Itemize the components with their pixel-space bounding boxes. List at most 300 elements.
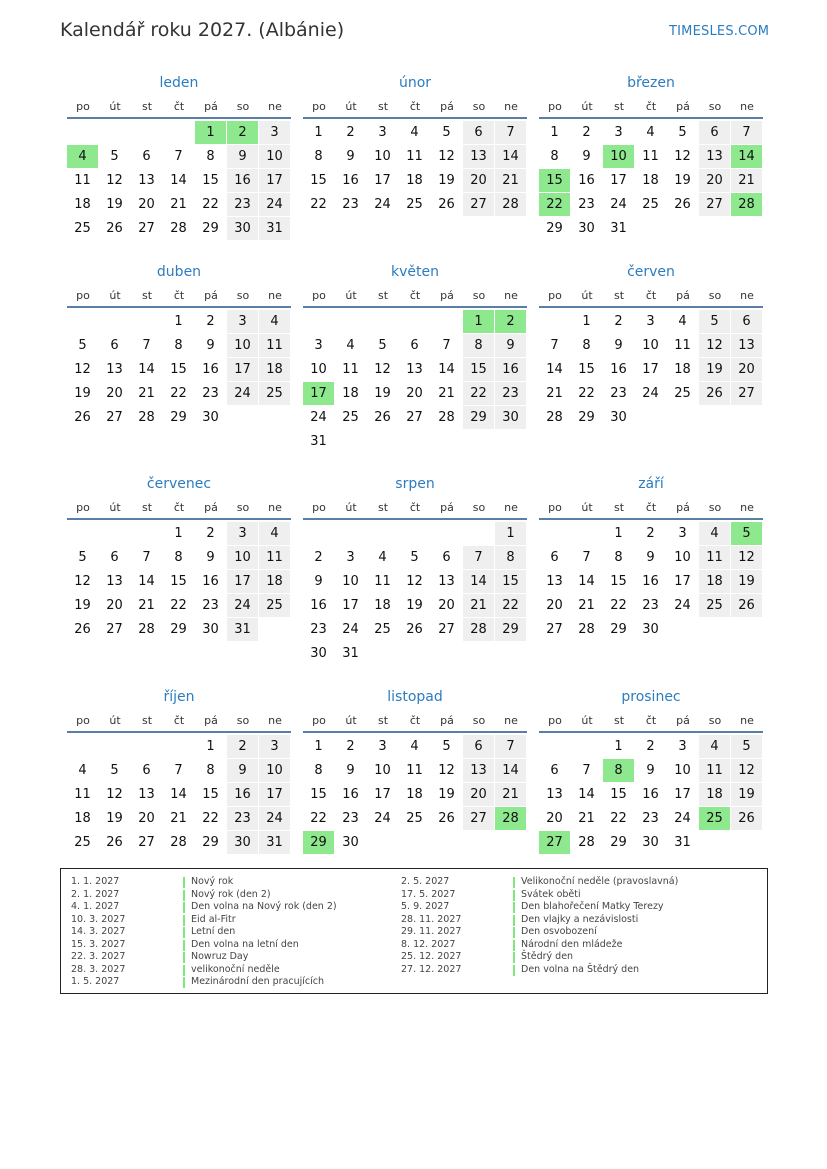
day-cell: 5 (78, 550, 87, 565)
legend-holiday-name: Den volna na Štědrý den (521, 963, 640, 975)
day-cell: 29 (610, 622, 627, 637)
day-cell: 24 (642, 386, 659, 401)
day-cell: 23 (202, 598, 219, 613)
legend-date: 2. 5. 2027 (401, 876, 450, 887)
day-cell: 9 (346, 763, 355, 778)
legend-marker (183, 940, 185, 951)
holiday-day-cell: 28 (731, 193, 762, 216)
weekend-day-cell: 15 (495, 570, 526, 593)
weekend-day-cell: 6 (463, 735, 494, 758)
day-cell: 11 (674, 338, 691, 353)
weekday-label: so (472, 289, 486, 302)
weekday-label: út (109, 100, 121, 113)
day-cell: 20 (546, 811, 563, 826)
day-cell: 15 (170, 362, 187, 377)
month-0 (67, 72, 291, 241)
legend-row (61, 926, 411, 939)
day-cell: 14 (170, 173, 187, 188)
weekday-label: po (312, 100, 326, 113)
day-cell: 20 (106, 386, 123, 401)
month-name: březen (627, 75, 675, 91)
weekday-label: čt (173, 501, 185, 514)
empty-cell (399, 522, 430, 545)
legend-date: 27. 12. 2027 (401, 963, 462, 975)
day-grid (539, 522, 763, 642)
day-cell: 27 (406, 410, 423, 425)
month-name: srpen (395, 476, 435, 492)
day-cell: 3 (378, 739, 387, 754)
holiday-day-cell: 29 (303, 831, 334, 854)
day-cell: 5 (378, 338, 387, 353)
day-cell: 22 (610, 598, 627, 613)
day-cell: 21 (546, 386, 563, 401)
weekend-day-cell: 20 (463, 783, 494, 806)
weekday-label: ne (504, 100, 518, 113)
empty-cell (131, 735, 162, 758)
day-cell: 23 (578, 197, 595, 212)
weekday-label: po (312, 289, 326, 302)
empty-cell (131, 121, 162, 144)
day-cell: 6 (442, 550, 451, 565)
legend-marker (183, 952, 185, 963)
weekday-label: po (76, 289, 90, 302)
legend-row (391, 964, 741, 977)
day-cell: 16 (310, 598, 327, 613)
day-cell: 12 (674, 149, 691, 164)
day-cell: 15 (310, 173, 327, 188)
day-cell: 12 (438, 149, 455, 164)
weekend-day-cell: 7 (495, 735, 526, 758)
weekend-day-cell: 8 (463, 334, 494, 357)
weekend-day-cell: 27 (731, 382, 762, 405)
month-2 (539, 72, 763, 241)
day-grid (303, 310, 527, 454)
empty-cell (571, 735, 602, 758)
day-cell: 4 (410, 739, 419, 754)
legend-column-right (391, 876, 741, 976)
day-cell: 22 (202, 811, 219, 826)
day-cell: 22 (610, 811, 627, 826)
legend-date: 10. 3. 2027 (71, 913, 126, 925)
day-cell: 2 (206, 314, 215, 329)
weekday-label: pá (440, 100, 454, 113)
day-cell: 10 (674, 550, 691, 565)
day-cell: 19 (106, 197, 123, 212)
day-cell: 5 (110, 149, 119, 164)
legend-holiday-name: Den volna na Nový rok (den 2) (191, 901, 337, 912)
day-cell: 14 (578, 787, 595, 802)
day-cell: 5 (78, 338, 87, 353)
day-cell: 29 (610, 835, 627, 850)
legend-row (61, 914, 411, 927)
day-cell: 18 (642, 173, 659, 188)
weekend-day-cell: 7 (731, 121, 762, 144)
day-cell: 31 (674, 835, 691, 850)
weekday-label: pá (676, 714, 690, 727)
day-cell: 17 (342, 598, 359, 613)
weekend-day-cell: 20 (463, 169, 494, 192)
day-cell: 17 (674, 787, 691, 802)
weekday-header (303, 286, 527, 308)
day-cell: 31 (342, 646, 359, 661)
month-8 (539, 473, 763, 642)
weekend-day-cell: 26 (731, 594, 762, 617)
legend-marker (183, 877, 185, 888)
day-cell: 6 (550, 763, 559, 778)
day-cell: 7 (174, 763, 183, 778)
day-cell: 3 (378, 125, 387, 140)
day-cell: 2 (646, 739, 655, 754)
empty-cell (99, 735, 130, 758)
day-cell: 11 (406, 149, 423, 164)
weekend-day-cell: 17 (227, 570, 258, 593)
weekday-header (67, 97, 291, 119)
weekday-header (539, 711, 763, 733)
weekend-day-cell: 13 (463, 759, 494, 782)
day-cell: 7 (142, 550, 151, 565)
day-cell: 18 (74, 197, 91, 212)
day-cell: 24 (674, 811, 691, 826)
day-cell: 12 (74, 574, 91, 589)
day-cell: 1 (174, 526, 183, 541)
brand-link[interactable]: TIMESLES.COM (669, 24, 770, 39)
holiday-day-cell: 1 (463, 310, 494, 333)
weekend-day-cell: 28 (495, 193, 526, 216)
day-cell: 2 (646, 526, 655, 541)
empty-cell (99, 522, 130, 545)
weekend-day-cell: 30 (495, 406, 526, 429)
day-cell: 28 (170, 221, 187, 236)
empty-cell (367, 310, 398, 333)
day-cell: 4 (378, 550, 387, 565)
weekend-day-cell: 1 (495, 522, 526, 545)
weekday-label: út (109, 501, 121, 514)
weekend-day-cell: 18 (699, 783, 730, 806)
weekday-label: út (345, 501, 357, 514)
weekday-label: út (345, 289, 357, 302)
day-cell: 27 (138, 221, 155, 236)
weekday-label: so (472, 714, 486, 727)
weekday-label: čt (409, 289, 421, 302)
legend-row (391, 939, 741, 952)
weekday-label: pá (440, 501, 454, 514)
day-cell: 9 (646, 763, 655, 778)
holiday-day-cell: 28 (495, 807, 526, 830)
weekend-day-cell: 4 (699, 735, 730, 758)
weekday-label: po (312, 501, 326, 514)
legend-holiday-name: Letní den (191, 926, 236, 937)
legend-date: 4. 1. 2027 (71, 901, 120, 912)
weekday-header (539, 498, 763, 520)
legend-marker (183, 965, 185, 976)
holiday-legend (60, 868, 768, 994)
month-10 (303, 686, 527, 855)
day-cell: 21 (438, 386, 455, 401)
day-cell: 29 (170, 410, 187, 425)
day-grid (303, 121, 527, 217)
legend-row (61, 951, 411, 964)
empty-cell (431, 522, 462, 545)
day-cell: 10 (310, 362, 327, 377)
day-cell: 18 (374, 598, 391, 613)
weekend-day-cell: 20 (699, 169, 730, 192)
weekend-day-cell: 6 (699, 121, 730, 144)
day-cell: 10 (342, 574, 359, 589)
empty-cell (163, 121, 194, 144)
weekday-label: st (141, 714, 153, 727)
day-cell: 19 (374, 386, 391, 401)
day-cell: 4 (646, 125, 655, 140)
day-cell: 1 (614, 739, 623, 754)
day-cell: 23 (642, 811, 659, 826)
day-grid (67, 310, 291, 430)
weekend-day-cell: 3 (259, 735, 290, 758)
holiday-day-cell: 25 (699, 807, 730, 830)
weekend-day-cell: 10 (259, 759, 290, 782)
day-cell: 30 (342, 835, 359, 850)
weekend-day-cell: 27 (463, 807, 494, 830)
legend-marker (183, 890, 185, 901)
day-cell: 26 (374, 410, 391, 425)
day-cell: 25 (674, 386, 691, 401)
day-cell: 27 (106, 622, 123, 637)
day-cell: 1 (174, 314, 183, 329)
weekend-day-cell: 22 (495, 594, 526, 617)
day-cell: 6 (142, 763, 151, 778)
weekend-day-cell: 19 (731, 783, 762, 806)
day-cell: 3 (678, 526, 687, 541)
day-cell: 25 (406, 197, 423, 212)
weekday-label: ne (740, 714, 754, 727)
weekday-label: st (377, 501, 389, 514)
weekend-day-cell: 18 (699, 570, 730, 593)
day-cell: 15 (170, 574, 187, 589)
day-cell: 28 (438, 410, 455, 425)
day-cell: 8 (206, 149, 215, 164)
weekend-day-cell: 29 (495, 618, 526, 641)
weekend-day-cell: 13 (731, 334, 762, 357)
day-cell: 26 (106, 835, 123, 850)
day-cell: 18 (406, 173, 423, 188)
legend-marker (513, 927, 515, 938)
day-grid (539, 735, 763, 855)
day-cell: 8 (174, 550, 183, 565)
weekday-label: st (613, 501, 625, 514)
weekday-label: út (581, 100, 593, 113)
weekend-day-cell: 23 (227, 193, 258, 216)
month-9 (67, 686, 291, 855)
day-cell: 7 (442, 338, 451, 353)
weekend-day-cell: 27 (699, 193, 730, 216)
day-cell: 22 (310, 197, 327, 212)
day-cell: 3 (678, 739, 687, 754)
empty-cell (99, 121, 130, 144)
weekend-day-cell: 19 (731, 570, 762, 593)
weekday-label: pá (676, 501, 690, 514)
day-grid (67, 735, 291, 855)
day-cell: 9 (314, 574, 323, 589)
day-cell: 28 (578, 622, 595, 637)
day-cell: 22 (578, 386, 595, 401)
weekday-label: út (345, 100, 357, 113)
day-cell: 29 (546, 221, 563, 236)
day-cell: 9 (206, 338, 215, 353)
weekend-day-cell: 28 (463, 618, 494, 641)
weekend-day-cell: 13 (463, 145, 494, 168)
legend-row (61, 976, 411, 989)
day-cell: 13 (138, 787, 155, 802)
day-cell: 6 (550, 550, 559, 565)
legend-marker (513, 890, 515, 901)
day-cell: 20 (406, 386, 423, 401)
day-cell: 6 (110, 550, 119, 565)
empty-cell (99, 310, 130, 333)
legend-holiday-name: Svátek oběti (521, 888, 581, 900)
day-cell: 25 (74, 835, 91, 850)
day-cell: 11 (74, 787, 91, 802)
day-cell: 3 (646, 314, 655, 329)
weekend-day-cell: 23 (227, 807, 258, 830)
day-cell: 13 (546, 574, 563, 589)
weekday-label: st (141, 100, 153, 113)
day-grid (303, 522, 527, 666)
day-cell: 13 (138, 173, 155, 188)
day-cell: 21 (170, 811, 187, 826)
empty-cell (131, 522, 162, 545)
legend-row (61, 901, 411, 914)
weekday-label: út (581, 289, 593, 302)
day-cell: 10 (674, 763, 691, 778)
day-cell: 26 (74, 622, 91, 637)
weekday-label: ne (504, 289, 518, 302)
day-cell: 17 (374, 173, 391, 188)
weekday-label: so (708, 289, 722, 302)
day-cell: 17 (674, 574, 691, 589)
weekday-label: st (377, 289, 389, 302)
legend-column-left (61, 876, 411, 989)
day-cell: 8 (314, 763, 323, 778)
day-cell: 23 (642, 598, 659, 613)
day-cell: 7 (142, 338, 151, 353)
day-cell: 1 (206, 739, 215, 754)
day-cell: 16 (610, 362, 627, 377)
weekend-day-cell: 29 (463, 406, 494, 429)
month-4 (303, 261, 527, 454)
day-cell: 7 (550, 338, 559, 353)
weekend-day-cell: 4 (259, 522, 290, 545)
weekday-header (67, 286, 291, 308)
legend-holiday-name: Národní den mládeže (521, 938, 623, 950)
day-cell: 13 (106, 362, 123, 377)
weekend-day-cell: 12 (731, 546, 762, 569)
day-cell: 20 (138, 197, 155, 212)
month-name: duben (156, 264, 202, 280)
empty-cell (539, 310, 570, 333)
day-cell: 11 (642, 149, 659, 164)
day-cell: 6 (142, 149, 151, 164)
day-cell: 16 (642, 787, 659, 802)
weekday-label: ne (504, 714, 518, 727)
day-cell: 4 (410, 125, 419, 140)
legend-row (391, 876, 741, 889)
weekday-label: st (377, 714, 389, 727)
weekend-day-cell: 27 (463, 193, 494, 216)
legend-holiday-name: Eid al-Fitr (191, 913, 236, 925)
weekday-label: po (548, 289, 562, 302)
weekend-day-cell: 21 (495, 169, 526, 192)
weekend-day-cell: 11 (259, 546, 290, 569)
weekday-label: út (109, 289, 121, 302)
day-cell: 14 (578, 574, 595, 589)
weekend-day-cell: 31 (227, 618, 258, 641)
legend-holiday-name: Den volna na letní den (191, 938, 299, 950)
day-cell: 21 (170, 197, 187, 212)
day-cell: 12 (374, 362, 391, 377)
weekday-label: út (581, 501, 593, 514)
month-7 (303, 473, 527, 666)
day-cell: 19 (74, 598, 91, 613)
day-cell: 7 (174, 149, 183, 164)
day-cell: 23 (342, 811, 359, 826)
weekend-day-cell: 13 (699, 145, 730, 168)
day-cell: 31 (610, 221, 627, 236)
day-cell: 17 (610, 173, 627, 188)
legend-row (391, 914, 741, 927)
legend-marker (183, 927, 185, 938)
day-cell: 6 (410, 338, 419, 353)
day-cell: 31 (310, 434, 327, 449)
weekday-label: st (141, 289, 153, 302)
day-cell: 14 (546, 362, 563, 377)
day-cell: 20 (546, 598, 563, 613)
day-cell: 30 (202, 410, 219, 425)
day-cell: 9 (646, 550, 655, 565)
legend-holiday-name: Den osvobození (521, 926, 597, 937)
legend-marker (513, 902, 515, 913)
day-cell: 24 (374, 811, 391, 826)
legend-date: 5. 9. 2027 (401, 901, 450, 912)
weekday-label: út (581, 714, 593, 727)
empty-cell (399, 310, 430, 333)
weekday-label: po (548, 714, 562, 727)
weekend-day-cell: 6 (463, 121, 494, 144)
weekday-label: st (141, 501, 153, 514)
weekday-label: st (613, 714, 625, 727)
day-cell: 21 (578, 598, 595, 613)
day-cell: 2 (582, 125, 591, 140)
day-cell: 16 (202, 362, 219, 377)
day-cell: 25 (642, 197, 659, 212)
day-cell: 21 (578, 811, 595, 826)
day-cell: 3 (614, 125, 623, 140)
day-cell: 8 (174, 338, 183, 353)
day-cell: 26 (74, 410, 91, 425)
empty-cell (571, 522, 602, 545)
weekend-day-cell: 18 (259, 358, 290, 381)
day-cell: 26 (406, 622, 423, 637)
legend-marker (183, 915, 185, 926)
legend-date: 2. 1. 2027 (71, 888, 120, 900)
month-name: květen (391, 264, 439, 280)
weekday-header (539, 97, 763, 119)
weekend-day-cell: 5 (699, 310, 730, 333)
day-cell: 1 (582, 314, 591, 329)
day-cell: 30 (310, 646, 327, 661)
holiday-day-cell: 4 (67, 145, 98, 168)
empty-cell (539, 735, 570, 758)
day-cell: 28 (138, 622, 155, 637)
day-cell: 14 (438, 362, 455, 377)
